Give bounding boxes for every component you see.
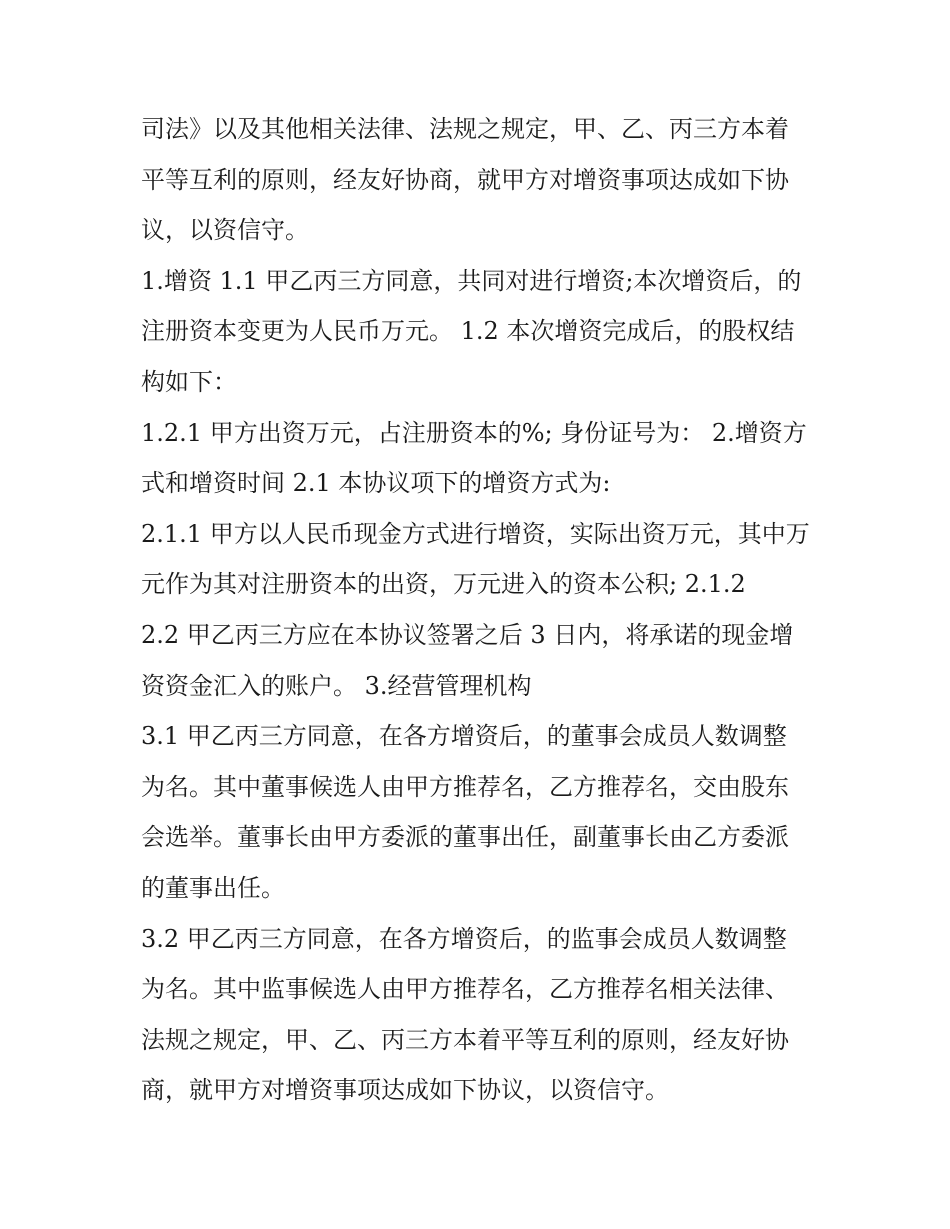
text-line: 法规之规定，甲、乙、丙三方本着平等互利的原则，经友好协: [141, 1025, 789, 1054]
text-line: 为名。其中监事候选人由甲方推荐名，乙方推荐名相关法律、: [141, 975, 789, 1004]
text-line: 为名。其中董事候选人由甲方推荐名，乙方推荐名，交由股东: [141, 772, 789, 801]
text-line: 构如下：: [141, 367, 237, 396]
text-line: 议，以资信守。: [141, 216, 309, 245]
text-line: 元作为其对注册资本的出资，万元进入的资本公积; 2.1.2: [141, 570, 746, 599]
text-line: 注册资本变更为人民币万元。 1.2 本次增资完成后，的股权结: [141, 317, 795, 346]
document-body: [141, 104, 821, 1116]
text-line: 2.1.1 甲方以人民币现金方式进行增资，实际出资万元，其中万: [141, 519, 810, 548]
text-line: 式和增资时间 2.1 本协议项下的增资方式为:: [141, 469, 611, 498]
text-line: 2.2 甲乙丙三方应在本协议签署之后 3 日内，将承诺的现金增: [141, 620, 794, 649]
text-line: 的董事出任。: [141, 873, 285, 902]
text-line: 3.1 甲乙丙三方同意，在各方增资后，的董事会成员人数调整: [141, 722, 787, 751]
text-line: 会选举。董事长由甲方委派的董事出任，副董事长由乙方委派: [141, 823, 789, 852]
text-line: 3.2 甲乙丙三方同意，在各方增资后，的监事会成员人数调整: [141, 924, 787, 953]
text-line: 资资金汇入的账户。 3.经营管理机构: [141, 671, 532, 700]
text-line: 司法》以及其他相关法律、法规之规定，甲、乙、丙三方本着: [141, 115, 789, 143]
text-line: 1.增资 1.1 甲乙丙三方同意，共同对进行增资;本次增资后，的: [141, 266, 802, 295]
text-line: 平等互利的原则，经友好协商，就甲方对增资事项达成如下协: [141, 165, 789, 194]
text-line: 1.2.1 甲方出资万元，占注册资本的%; 身份证号为： 2.增资方: [141, 418, 807, 447]
text-line: 商，就甲方对增资事项达成如下协议，以资信守。: [141, 1076, 669, 1105]
